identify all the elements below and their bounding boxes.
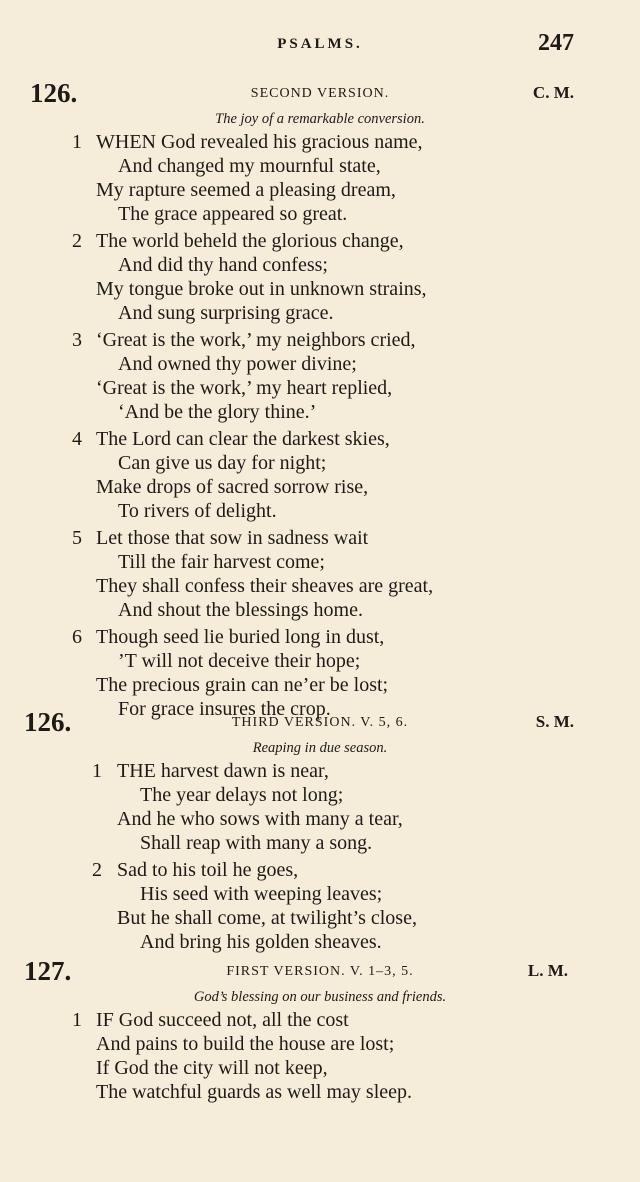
stanza [0,427,640,523]
stanza [0,858,640,954]
stanza-number: 1 [72,131,82,153]
verse-line: For grace insures the crop. [118,698,331,720]
hymn-heading [0,78,640,110]
hymn-theme: God’s blessing on our business and friends. [193,989,447,1005]
stanza [0,759,640,855]
verse-line: ‘Great is the work,’ my heart replied, [96,377,393,399]
verse-line: THE harvest dawn is near, [117,760,329,782]
stanza-number: 2 [72,230,82,252]
hymn-theme: The joy of a remarkable conversion. [215,111,425,127]
verse-line: The grace appeared so great. [118,203,348,225]
hymn-version: SECOND VERSION. [250,86,390,101]
hymn-theme: Reaping in due season. [252,740,388,756]
verse-line: ‘Great is the work,’ my neighbors cried, [96,329,416,351]
stanza-number: 6 [72,626,82,648]
verse-line: His seed with weeping leaves; [140,883,383,905]
verse-line: Sad to his toil he goes, [117,859,299,881]
verse-line: Let those that sow in sadness wait [96,527,369,549]
verse-line: To rivers of delight. [118,500,277,522]
verse-line: If God the city will not keep, [96,1057,328,1079]
hymn-126-second [0,78,640,724]
verse-line: And shout the blessings home. [118,599,363,621]
verse-line: Till the fair harvest come; [118,551,325,573]
hymn-meter: C. M. [532,83,574,102]
hymn-meter: L. M. [527,961,568,980]
verse-line: IF God succeed not, all the cost [96,1009,349,1031]
verse-line: They shall confess their sheaves are great, [96,575,434,597]
verse-line: The year delays not long; [140,784,344,806]
hymn-heading [0,956,640,988]
hymn-number: 126. [30,78,78,108]
stanza-number: 1 [92,760,102,782]
hymn-version: FIRST VERSION. V. 1–3, 5. [226,964,414,979]
verse-line: And pains to build the house are lost; [96,1033,395,1055]
stanza-number: 4 [72,428,82,450]
verse-line: The Lord can clear the darkest skies, [96,428,390,450]
page-number: 247 [538,30,574,56]
verse-line: My tongue broke out in unknown strains, [96,278,427,300]
verse-line: Though seed lie buried long in dust, [96,626,385,648]
verse-line: And owned thy power divine; [118,353,357,375]
hymn-number: 127. [24,956,72,986]
stanza [0,1008,640,1104]
verse-line: WHEN God revealed his gracious name, [96,131,423,153]
verse-line: And bring his golden sheaves. [140,931,382,953]
hymn-meter: S. M. [535,712,574,731]
stanza-number: 1 [72,1009,82,1031]
verse-line: Can give us day for night; [118,452,327,474]
hymn-version: THIRD VERSION. V. 5, 6. [231,715,409,730]
stanza-number: 3 [72,329,82,351]
verse-line: The precious grain can ne’er be lost; [96,674,389,696]
stanza [0,526,640,622]
running-title: PSALMS. [277,36,363,52]
stanza [0,130,640,226]
stanza [0,229,640,325]
hymn-127-first [0,956,640,1107]
verse-line: And changed my mournful state, [118,155,381,177]
stanza [0,625,640,721]
verse-line: ‘And be the glory thine.’ [118,401,317,423]
verse-line: The watchful guards as well may sleep. [96,1081,413,1103]
verse-line: The world beheld the glorious change, [96,230,404,252]
stanza-number: 5 [72,527,82,549]
verse-line: Shall reap with many a song. [140,832,373,854]
verse-line: Make drops of sacred sorrow rise, [96,476,369,498]
verse-line: And sung surprising grace. [118,302,334,324]
verse-line: But he shall come, at twilight’s close, [117,907,417,929]
verse-line: And he who sows with many a tear, [117,808,403,830]
verse-line: My rapture seemed a pleasing dream, [96,179,396,201]
stanza [0,328,640,424]
hymn-number: 126. [24,707,72,737]
verse-line: And did thy hand confess; [118,254,328,276]
verse-line: ’T will not deceive their hope; [118,650,361,672]
stanza-number: 2 [92,859,102,881]
